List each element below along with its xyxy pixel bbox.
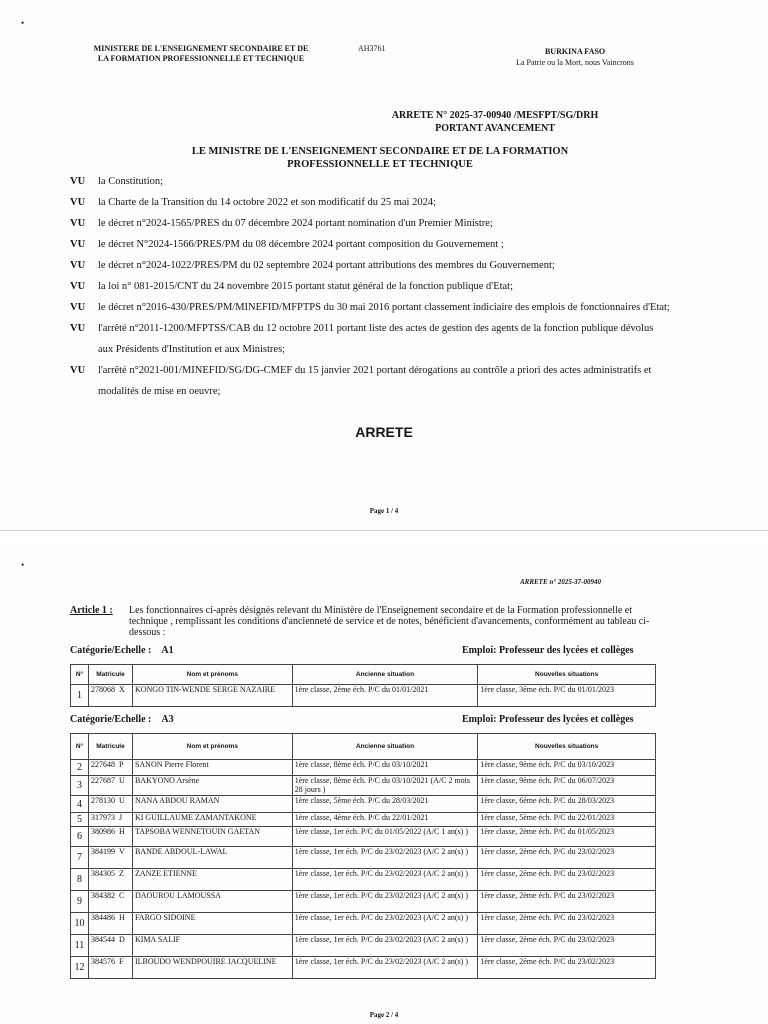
- table-row: [71, 847, 656, 869]
- table-row: [71, 869, 656, 891]
- new-situation-cell: 1ère classe, 2ème éch. P/C du 23/02/2023: [478, 913, 656, 935]
- matricule-key: U: [118, 796, 125, 805]
- vu-text: la Charte de la Transition du 14 octobre 2022 et son modificatif du 25 mai 2024;: [98, 197, 436, 208]
- matricule-key: P: [118, 760, 124, 769]
- vu-key: VU: [70, 218, 86, 229]
- vu-key: VU: [70, 302, 86, 313]
- table-row: [71, 685, 656, 707]
- country-name: BURKINA FASO: [544, 47, 606, 56]
- vu-text: le décret N°2024-1566/PRES/PM du 08 décembre 2024 portant composition du Gouvernement ;: [98, 239, 504, 250]
- header-ancienne: Ancienne situation: [292, 665, 478, 685]
- row-number: 11: [71, 935, 89, 957]
- matricule-key: X: [118, 685, 125, 694]
- old-situation-cell: 1ère classe, 1er éch. P/C du 23/02/2023 (A/C 2 an(s) ): [292, 847, 478, 869]
- new-situation-cell: 1ère classe, 2ème éch. P/C du 23/02/2023: [478, 935, 656, 957]
- minister-line-1: LE MINISTRE DE L'ENSEIGNEMENT SECONDAIRE ET DE LA FORMATION: [191, 146, 569, 157]
- page-number: Page 1 / 4: [369, 507, 399, 515]
- old-situation-cell: 1ère classe, 8ème éch. P/C du 03/10/2021: [292, 760, 478, 776]
- country-motto: La Patrie ou la Mort, nous Vaincrons: [516, 58, 634, 67]
- name-cell: KI GUILLAUME ZAMANTAKONE: [132, 813, 292, 827]
- new-situation-cell: 1ère classe, 3ème éch. P/C du 01/01/2023: [478, 685, 656, 707]
- matricule-value: 227648: [90, 760, 115, 769]
- vu-item: [70, 192, 670, 213]
- new-situation-cell: 1ère classe, 2ème éch. P/C du 23/02/2023: [478, 957, 656, 979]
- old-situation-cell: 1ère classe, 1er éch. P/C du 01/05/2022 (A/C 1 an(s) ): [292, 827, 478, 847]
- vu-item: [70, 234, 670, 255]
- row-number: 7: [71, 847, 89, 869]
- name-cell: TAPSOBA WENNETOUIN GAETAN: [132, 827, 292, 847]
- new-situation-cell: 1ère classe, 9ème éch. P/C du 06/07/2023: [478, 776, 656, 796]
- vu-key: VU: [70, 197, 86, 208]
- matricule-value: 278130: [90, 796, 115, 805]
- old-situation-cell: 1ère classe, 1er éch. P/C du 23/02/2023 (A/C 2 an(s) ): [292, 869, 478, 891]
- name-cell: ZANZE ETIENNE: [132, 869, 292, 891]
- country-header: [490, 46, 660, 68]
- vu-text: la loi n° 081-2015/CNT du 24 novembre 2015 portant statut général de la fonction publique d'Etat;: [98, 281, 514, 292]
- row-number: 5: [71, 813, 89, 827]
- header-num: N°: [71, 734, 89, 760]
- category-label: [70, 714, 174, 725]
- name-cell: DAOUROU LAMOUSSA: [132, 891, 292, 913]
- matricule-key: H: [118, 913, 125, 922]
- table-row: [71, 776, 656, 796]
- matricule-cell: [88, 760, 132, 776]
- matricule-key: Z: [118, 869, 124, 878]
- minister-line-2: PROFESSIONNELLE ET TECHNIQUE: [287, 159, 473, 170]
- row-number: 2: [71, 760, 89, 776]
- matricule-value: 380986: [90, 827, 115, 836]
- header-matricule: Matricule: [88, 734, 132, 760]
- matricule-value: 384199: [90, 847, 115, 856]
- matricule-cell: [88, 776, 132, 796]
- document-page-2: [0, 544, 768, 1024]
- matricule-cell: [88, 813, 132, 827]
- ministry-line-2: LA FORMATION PROFESSIONNELLE ET TECHNIQUE: [97, 54, 305, 63]
- matricule-value: 278068: [90, 685, 115, 694]
- header-nouvelle: Nouvelles situations: [478, 734, 656, 760]
- vu-text: l'arrêté n°2021-001/MINEFID/SG/DG-CMEF du 15 janvier 2021 portant dérogations au contrôle a priori des actes administratifs et modalités de mise en oeuvre;: [98, 365, 652, 397]
- vu-text: l'arrêté n°2011-1200/MFPTSS/CAB du 12 octobre 2011 portant liste des actes de gestion des agents de la fonction publique dévolus aux Présidents d'Institution et aux Ministres;: [98, 323, 654, 355]
- new-situation-cell: 1ère classe, 2ème éch. P/C du 23/02/2023: [478, 869, 656, 891]
- vu-item: [70, 213, 670, 234]
- matricule-cell: [88, 957, 132, 979]
- table-a1: [70, 664, 656, 707]
- matricule-value: 317973: [90, 813, 115, 822]
- minister-heading: [100, 145, 660, 171]
- header-ancienne: Ancienne situation: [292, 734, 478, 760]
- name-cell: ILBOUDO WENDPOUIRE JACQUELINE: [132, 957, 292, 979]
- matricule-value: 384544: [90, 935, 115, 944]
- ministry-line-1: MINISTERE DE L'ENSEIGNEMENT SECONDAIRE ET DE: [93, 44, 309, 53]
- table-row: [71, 760, 656, 776]
- emploi-label: Emploi: Professeur des lycées et collèges: [462, 714, 634, 725]
- table-row: [71, 813, 656, 827]
- vu-text: le décret n°2024-1565/PRES du 07 décembre 2024 portant nomination d'un Premier Ministre;: [98, 218, 493, 229]
- matricule-key: D: [118, 935, 125, 944]
- vu-item: [70, 297, 670, 318]
- name-cell: KONGO TIN-WENDE SERGE NAZAIRE: [132, 685, 292, 707]
- name-cell: BAKYONO Arsène: [132, 776, 292, 796]
- category-label: [70, 645, 174, 656]
- emploi-label: Emploi: Professeur des lycées et collèges: [462, 645, 634, 656]
- table-a3: [70, 733, 656, 979]
- name-cell: FARGO SIDOINE: [132, 913, 292, 935]
- matricule-cell: [88, 796, 132, 813]
- new-situation-cell: 1ère classe, 2ème éch. P/C du 23/02/2023: [478, 847, 656, 869]
- matricule-key: V: [118, 847, 125, 856]
- arrete-subject: PORTANT AVANCEMENT: [435, 123, 555, 134]
- matricule-key: C: [118, 891, 125, 900]
- matricule-cell: [88, 869, 132, 891]
- old-situation-cell: 1ère classe, 1er éch. P/C du 23/02/2023 (A/C 2 an(s) ): [292, 935, 478, 957]
- article-text: Les fonctionnaires ci-après désignés relevant du Ministère de l'Enseignement secondaire et de la Formation professionnelle et technique , remplissant les conditions d'ancienneté de service et de notes, bénéficient d'avancements, conformément au tableau ci-dessous :: [129, 605, 650, 638]
- vu-item: [70, 318, 670, 360]
- vu-item: [70, 276, 670, 297]
- matricule-cell: [88, 847, 132, 869]
- category-label-text: Catégorie/Echelle :: [70, 714, 152, 725]
- vu-item: [70, 360, 670, 402]
- vu-key: VU: [70, 176, 86, 187]
- old-situation-cell: 1ère classe, 2ème éch. P/C du 01/01/2021: [292, 685, 478, 707]
- matricule-key: U: [118, 776, 125, 785]
- vu-item: [70, 255, 670, 276]
- table-header-row: [71, 665, 656, 685]
- table-row: [71, 935, 656, 957]
- ministry-header: [76, 44, 326, 64]
- category-label-text: Catégorie/Echelle :: [70, 645, 152, 656]
- header-nouvelle: Nouvelles situations: [478, 665, 656, 685]
- vu-key: VU: [70, 239, 86, 250]
- matricule-value: 384486: [90, 913, 115, 922]
- row-number: 9: [71, 891, 89, 913]
- name-cell: SANON Pierre Florent: [132, 760, 292, 776]
- matricule-cell: [88, 891, 132, 913]
- arrete-number: ARRETE N° 2025-37-00940 /MESFPT/SG/DRH: [391, 110, 599, 121]
- matricule-key: F: [118, 957, 124, 966]
- header-nom: Nom et prénoms: [132, 665, 292, 685]
- table-row: [71, 913, 656, 935]
- new-situation-cell: 1ère classe, 6ème éch. P/C du 28/03/2023: [478, 796, 656, 813]
- vu-key: VU: [70, 323, 86, 334]
- matricule-value: 384305: [90, 869, 115, 878]
- vu-key: VU: [70, 281, 86, 292]
- new-situation-cell: 1ère classe, 2ème éch. P/C du 01/05/2023: [478, 827, 656, 847]
- vu-key: VU: [70, 365, 86, 376]
- name-cell: NANA ABDOU RAMAN: [132, 796, 292, 813]
- name-cell: BANDE ABDOUL-LAWAL: [132, 847, 292, 869]
- matricule-key: H: [118, 827, 125, 836]
- table-row: [71, 796, 656, 813]
- table-row: [71, 957, 656, 979]
- category-value: A3: [161, 714, 174, 725]
- vu-text: le décret n°2024-1022/PRES/PM du 02 septembre 2024 portant attributions des membres du Gouvernement;: [98, 260, 555, 271]
- old-situation-cell: 1ère classe, 8ème éch. P/C du 03/10/2021 (A/C 2 mois 28 jours ): [292, 776, 478, 796]
- row-number: 1: [71, 685, 89, 707]
- matricule-key: J: [118, 813, 123, 822]
- decision-title: ARRETE: [355, 424, 413, 440]
- new-situation-cell: 1ère classe, 2ème éch. P/C du 23/02/2023: [478, 891, 656, 913]
- row-number: 3: [71, 776, 89, 796]
- new-situation-cell: 1ère classe, 5ème éch. P/C du 22/01/2023: [478, 813, 656, 827]
- category-value: A1: [161, 645, 174, 656]
- scan-mark: •: [21, 560, 25, 570]
- article-1: [70, 605, 660, 638]
- article-label: Article 1 :: [70, 605, 113, 616]
- vu-text: la Constitution;: [98, 176, 164, 187]
- table-row: [71, 827, 656, 847]
- matricule-cell: [88, 827, 132, 847]
- header-nom: Nom et prénoms: [132, 734, 292, 760]
- old-situation-cell: 1ère classe, 1er éch. P/C du 23/02/2023 (A/C 2 an(s) ): [292, 957, 478, 979]
- matricule-cell: [88, 935, 132, 957]
- header-matricule: Matricule: [88, 665, 132, 685]
- new-situation-cell: 1ère classe, 9ème éch. P/C du 03/10/2023: [478, 760, 656, 776]
- table-row: [71, 891, 656, 913]
- matricule-value: 384576: [90, 957, 115, 966]
- row-number: 8: [71, 869, 89, 891]
- header-num: N°: [71, 665, 89, 685]
- matricule-value: 227687: [90, 776, 115, 785]
- matricule-value: 384382: [90, 891, 115, 900]
- matricule-cell: [88, 685, 132, 707]
- vu-item: [70, 171, 670, 192]
- name-cell: KIMA SALIF: [132, 935, 292, 957]
- old-situation-cell: 1ère classe, 1er éch. P/C du 23/02/2023 (A/C 2 an(s) ): [292, 891, 478, 913]
- arrete-heading: [330, 109, 660, 135]
- scan-mark: •: [21, 18, 25, 28]
- matricule-cell: [88, 913, 132, 935]
- old-situation-cell: 1ère classe, 4ème éch. P/C du 22/01/2021: [292, 813, 478, 827]
- row-number: 10: [71, 913, 89, 935]
- document-reference: AH3761: [358, 44, 386, 53]
- old-situation-cell: 1ère classe, 1er éch. P/C du 23/02/2023 (A/C 2 an(s) ): [292, 913, 478, 935]
- vu-key: VU: [70, 260, 86, 271]
- document-reference: ARRETE n° 2025-37-00940: [520, 578, 601, 586]
- old-situation-cell: 1ère classe, 5ème éch. P/C du 28/03/2021: [292, 796, 478, 813]
- vu-list: [70, 171, 670, 402]
- page-number: Page 2 / 4: [369, 1011, 399, 1019]
- table-header-row: [71, 734, 656, 760]
- row-number: 4: [71, 796, 89, 813]
- row-number: 6: [71, 827, 89, 847]
- row-number: 12: [71, 957, 89, 979]
- vu-text: le décret n°2016-430/PRES/PM/MINEFID/MFPTPS du 30 mai 2016 portant classement indiciaire des emplois de fonctionnaires d'Etat;: [98, 302, 670, 313]
